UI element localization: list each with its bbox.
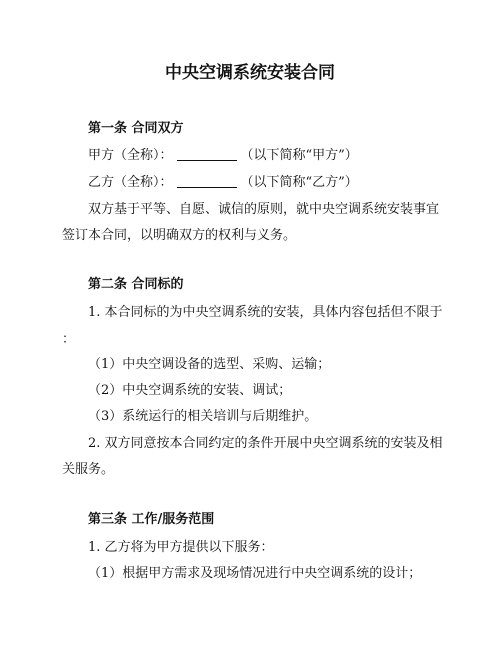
contract-title: 中央空调系统安装合同	[165, 63, 335, 83]
article-2-item-3: （3）系统运行的相关培训与后期维护。	[88, 409, 318, 424]
party-a-abbr: （以下简称“甲方”）	[240, 148, 358, 163]
party-b-label: 乙方（全称）：	[88, 175, 173, 190]
article-2-p2-line2: 关服务。	[62, 462, 115, 477]
article-2-item-2: （2）中央空调系统的安装、调试；	[88, 383, 292, 398]
party-a-label: 甲方（全称）：	[88, 148, 173, 163]
article-2-p1-line1: 1. 本合同标的为中央空调系统的安装，具体内容包括但不限于	[88, 305, 443, 320]
article-1-para-line1: 双方基于平等、自愿、诚信的原则，就中央空调系统安装事宜	[88, 202, 440, 217]
article-2-heading: 第二条 合同标的	[88, 277, 184, 292]
article-1-heading: 第一条 合同双方	[88, 121, 184, 136]
party-b-line	[88, 173, 358, 193]
article-3-heading: 第三条 工作/服务范围	[88, 512, 215, 527]
article-2-p2-line1: 2. 双方同意按本合同约定的条件开展中央空调系统的安装及相	[88, 436, 443, 451]
article-1-para-line2: 签订本合同，以明确双方的权利与义务。	[62, 228, 297, 243]
party-a-line	[88, 146, 358, 166]
article-2-item-1: （1）中央空调设备的选型、采购、运输；	[88, 357, 331, 372]
article-3-item-1: （1）根据甲方需求及现场情况进行中央空调系统的设计；	[88, 566, 422, 581]
party-b-blank	[177, 173, 237, 188]
party-a-blank	[177, 146, 237, 161]
article-3-p1: 1. 乙方将为甲方提供以下服务：	[88, 540, 274, 555]
article-2-p1-line2: ：	[62, 332, 76, 347]
party-b-abbr: （以下简称“乙方”）	[240, 175, 358, 190]
